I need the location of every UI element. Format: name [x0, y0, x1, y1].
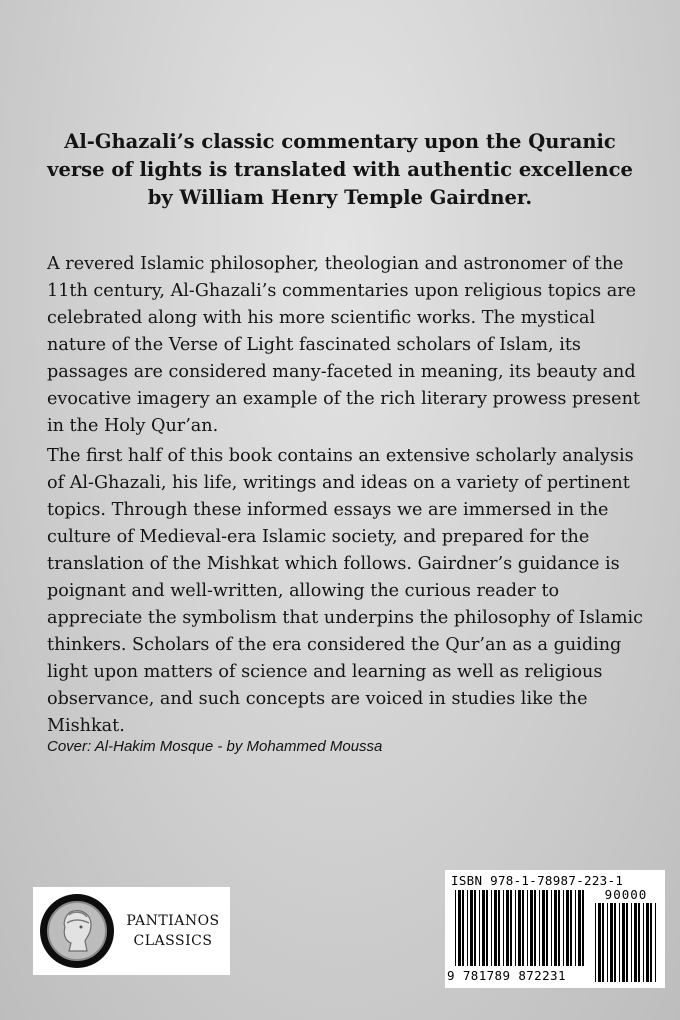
- barcode-bar: [655, 903, 656, 982]
- barcode-bar: [595, 903, 596, 982]
- barcode-bar: [643, 903, 644, 982]
- description-paragraph-2: The first half of this book contains an extensive scholarly analysis of Al-Ghazali, his life, writings and ideas on a variety of pertinent topics. Through these informed essays we are immersed in the culture of Medieval-era Islamic society, and prepared for the translation of the Mishkat which follows. Gairdner’s guidance is poignant and well-written, allowing the curious reader to appreciate the symbolism that underpins the philosophy of Islamic thinkers. Scholars of the era considered the Qur’an as a guiding light upon matters of science and learning as well as religious observance, and such concepts are voiced in studies like the Mishkat.: [47, 446, 644, 736]
- barcode-bar: [486, 890, 488, 966]
- barcode-bar: [518, 890, 521, 966]
- barcode-bar: [634, 903, 637, 982]
- barcode-bar: [622, 903, 625, 982]
- barcode-bar: [619, 903, 620, 982]
- barcode-bar: [542, 890, 545, 966]
- barcode-bar: [638, 903, 640, 982]
- barcode-bar: [527, 890, 528, 966]
- barcode-bar: [631, 903, 632, 982]
- cover-credit: Cover: Al-Hakim Mosque - by Mohammed Moussa: [47, 738, 383, 755]
- barcode-bar: [551, 890, 552, 966]
- barcode-bar: [566, 890, 569, 966]
- barcode-bar: [467, 890, 468, 966]
- barcode-bar: [534, 890, 536, 966]
- isbn-label: ISBN 978-1-78987-223-1: [451, 873, 624, 888]
- description-paragraph-1: A revered Islamic philosopher, theologian and astronomer of the 11th century, Al-Ghazali’s commentaries upon religious topics are celebrated along with his more scientific works. The mystical nature of the Verse of Light fascinated scholars of Islam, its passages are considered many-faceted in meaning, its beauty and evocative imagery an example of the rich literary prowess present in the Holy Qur’an.: [47, 254, 640, 436]
- barcode-bar: [482, 890, 485, 966]
- barcode-bar: [546, 890, 548, 966]
- barcode-bar: [479, 890, 480, 966]
- barcode-bar: [646, 903, 649, 982]
- barcode-bar: [602, 903, 604, 982]
- barcode-bar: [650, 903, 652, 982]
- barcode-bar: [578, 890, 581, 966]
- barcode-bar: [582, 890, 584, 966]
- barcode-bar: [474, 890, 476, 966]
- barcode-bar: [522, 890, 524, 966]
- barcode-bar: [570, 890, 572, 966]
- barcode-addon-digits: 90000: [604, 887, 648, 902]
- barcode-bar: [498, 890, 500, 966]
- barcode-bar: [491, 890, 492, 966]
- barcode-bar: [515, 890, 516, 966]
- barcode-bar: [558, 890, 560, 966]
- barcode-bar: [470, 890, 473, 966]
- publisher-name-line2: CLASSICS: [133, 933, 213, 949]
- barcode-bar: [455, 890, 456, 966]
- barcode-bar: [539, 890, 540, 966]
- isbn-barcode: [445, 870, 665, 988]
- barcode-bar: [462, 890, 464, 966]
- barcode-bar: [563, 890, 564, 966]
- barcode-ean-digits: 9 781789 872231: [447, 968, 566, 983]
- barcode-bar: [510, 890, 512, 966]
- barcode-bar: [607, 903, 608, 982]
- barcode-bar: [503, 890, 504, 966]
- barcode-bar: [626, 903, 628, 982]
- barcode-bar: [610, 903, 613, 982]
- barcode-bar: [494, 890, 497, 966]
- barcode-bar: [598, 903, 601, 982]
- barcode-bar: [530, 890, 533, 966]
- coin-portrait-icon: [39, 893, 115, 969]
- publisher-name-line1: PANTIANOS: [126, 913, 220, 929]
- publisher-name: [121, 911, 225, 951]
- barcode-bar: [506, 890, 509, 966]
- lead-statement: Al-Ghazali’s classic commentary upon the Quranic verse of lights is translated with authentic excellence by William Henry Temple Gairdner.: [47, 130, 633, 209]
- barcode-bar: [458, 890, 461, 966]
- barcode-bar: [614, 903, 616, 982]
- publisher-logo: [33, 887, 230, 975]
- barcode-bar: [575, 890, 576, 966]
- barcode-bar: [554, 890, 557, 966]
